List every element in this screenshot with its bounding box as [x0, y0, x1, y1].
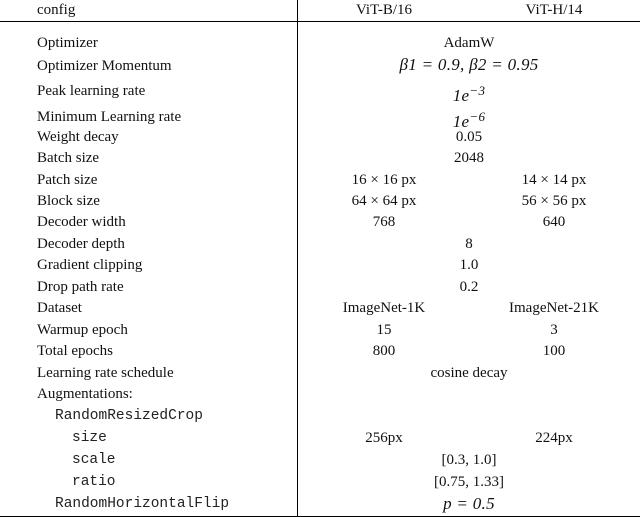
row-value: 0.05 [455, 129, 483, 145]
row-min-learning-rate [0, 105, 640, 129]
vit-b-value: 768 [372, 214, 396, 230]
vit-b-value: 800 [372, 343, 396, 359]
row-label: Optimizer [37, 35, 98, 51]
row-crop-size [0, 428, 640, 449]
row-batch-size [0, 148, 640, 169]
row-value: β1 = 0.9, β2 = 0.95 [399, 55, 539, 74]
vit-b-value: 256px [365, 430, 403, 446]
row-label: RandomResizedCrop [55, 408, 203, 424]
row-value: [0.3, 1.0] [441, 452, 497, 468]
lr-exponent: −3 [469, 83, 486, 98]
row-label: Learning rate schedule [37, 365, 174, 381]
row-label: Decoder width [37, 214, 126, 230]
lr-base: 1e [452, 86, 470, 105]
row-value: 0.2 [459, 279, 479, 295]
row-label: Gradient clipping [37, 257, 143, 273]
row-random-horizontal-flip [0, 493, 640, 515]
vit-h-value: ImageNet-21K [509, 300, 599, 316]
vit-h-value: 100 [542, 343, 566, 359]
row-value: 8 [465, 236, 473, 252]
row-label: Block size [37, 193, 100, 209]
vit-b-value: 16 × 16 px [351, 172, 417, 188]
row-peak-learning-rate [0, 79, 640, 103]
lr-base: 1e [452, 112, 470, 131]
row-drop-path-rate [0, 277, 640, 298]
vit-h-header: ViT-H/14 [525, 2, 583, 18]
row-label: Patch size [37, 172, 98, 188]
row-total-epochs [0, 341, 640, 362]
row-gradient-clipping [0, 255, 640, 276]
row-label: Batch size [37, 150, 100, 166]
row-weight-decay [0, 127, 640, 148]
config-header: config [37, 2, 76, 18]
row-optimizer [0, 33, 640, 54]
vit-b-value: 64 × 64 px [351, 193, 417, 209]
vit-h-value: 3 [550, 322, 558, 338]
row-value: 1.0 [459, 257, 479, 273]
row-value: [0.75, 1.33] [434, 474, 504, 490]
row-crop-scale [0, 450, 640, 471]
row-label: size [72, 430, 107, 446]
vit-h-value: 224px [535, 430, 573, 446]
row-label: scale [72, 452, 116, 468]
row-value: p = 0.5 [443, 494, 495, 513]
row-optimizer-momentum [0, 54, 640, 78]
row-label: Minimum Learning rate [37, 109, 182, 125]
row-label: Augmentations: [37, 386, 133, 402]
row-label: Drop path rate [37, 279, 124, 295]
row-warmup-epoch [0, 320, 640, 341]
row-random-resized-crop [0, 406, 640, 427]
row-lr-schedule [0, 363, 640, 384]
row-decoder-width [0, 212, 640, 233]
beta2-value: β2 = 0.95 [469, 55, 539, 74]
row-value: AdamW [443, 35, 495, 51]
row-label: ratio [72, 474, 116, 490]
row-value: cosine decay [430, 365, 508, 381]
row-crop-ratio [0, 472, 640, 493]
row-value: 2048 [454, 150, 484, 166]
row-label: Optimizer Momentum [37, 58, 172, 74]
vit-h-value: 56 × 56 px [521, 193, 587, 209]
row-label: Warmup epoch [37, 322, 128, 338]
vit-b-value: ImageNet-1K [342, 300, 426, 316]
row-patch-size [0, 170, 640, 191]
row-dataset [0, 298, 640, 319]
row-label: Peak learning rate [37, 83, 146, 99]
row-value [298, 79, 640, 108]
beta1-value: β1 = 0.9 [399, 55, 461, 74]
vit-h-value: 640 [542, 214, 566, 230]
row-block-size [0, 191, 640, 212]
row-augmentations [0, 384, 640, 405]
vit-b-value: 15 [376, 322, 392, 338]
row-label: Decoder depth [37, 236, 125, 252]
lr-exponent: −6 [469, 109, 486, 124]
vit-h-value: 14 × 14 px [521, 172, 587, 188]
row-label: RandomHorizontalFlip [55, 496, 230, 512]
vit-b-header: ViT-B/16 [355, 2, 413, 18]
row-decoder-depth [0, 234, 640, 255]
row-label: Weight decay [37, 129, 119, 145]
row-label: Dataset [37, 300, 82, 316]
row-label: Total epochs [37, 343, 114, 359]
